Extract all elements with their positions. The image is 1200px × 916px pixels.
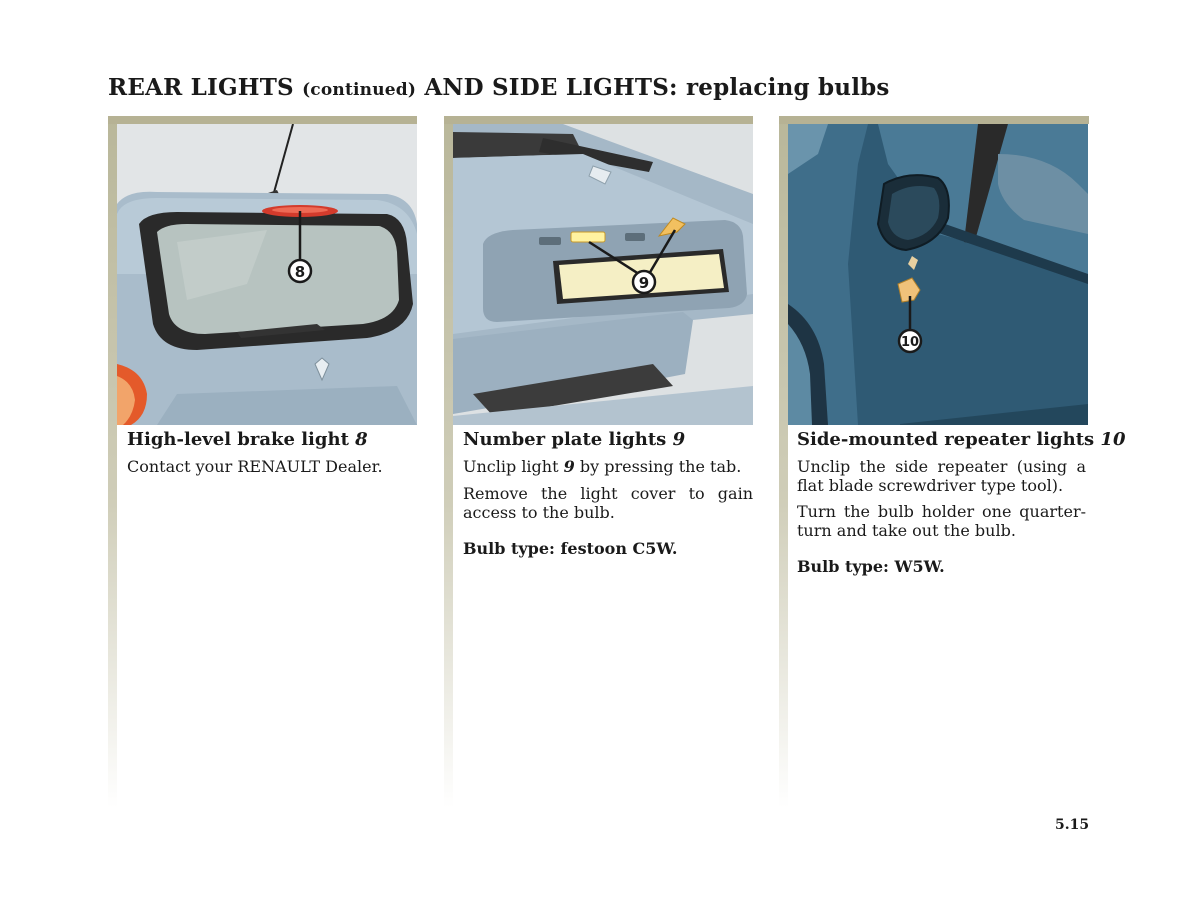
heading-number-plate (463, 429, 685, 450)
number-plate-illustration (453, 124, 753, 425)
side-repeater-step-1: Unclip the side repeater (using a flat blade screwdriver type tool). (797, 457, 1086, 495)
number-plate-step-1-num: 9 (563, 457, 575, 476)
column-2-bar (444, 118, 453, 808)
number-plate-step-1-a: Unclip light (463, 457, 564, 476)
number-plate-step-1 (463, 457, 753, 476)
page-number: 5.15 (1055, 817, 1090, 833)
brake-light-instruction: Contact your RENAULT Dealer. (127, 457, 383, 476)
heading-side-repeater-text: Side-mounted repeater lights (797, 429, 1095, 450)
heading-brake-light-number: 8 (355, 429, 368, 450)
brake-light-illustration (117, 124, 417, 425)
number-plate-step-1-b: by pressing the tab. (574, 457, 742, 476)
title-main: REAR LIGHTS (108, 74, 294, 101)
heading-number-plate-text: Number plate lights (463, 429, 667, 450)
callout-8: 8 (294, 263, 306, 281)
side-repeater-step-2: Turn the bulb holder one quarter-turn and take out the bulb. (797, 502, 1086, 540)
title-rest: AND SIDE LIGHTS: replacing bulbs (424, 74, 890, 101)
heading-side-repeater (797, 429, 1125, 450)
title-continued: (continued) (302, 80, 417, 100)
side-repeater-bulb-type: Bulb type: W5W. (797, 557, 945, 576)
number-plate-step-2: Remove the light cover to gain access to the bulb. (463, 484, 753, 522)
image-3-top-border (779, 116, 1089, 124)
heading-brake-light-text: High-level brake light (127, 429, 349, 450)
image-1-top-border (108, 116, 417, 124)
callout-9: 9 (638, 274, 650, 292)
column-3-bar (779, 118, 788, 808)
number-plate-bulb-type: Bulb type: festoon C5W. (463, 539, 678, 558)
callout-10: 10 (900, 335, 920, 350)
side-repeater-illustration (788, 124, 1088, 425)
column-1-bar (108, 118, 117, 808)
heading-number-plate-number: 9 (672, 429, 686, 450)
heading-brake-light (127, 429, 368, 450)
page-title (108, 74, 890, 101)
heading-side-repeater-number: 10 (1100, 429, 1126, 450)
image-2-top-border (444, 116, 753, 124)
